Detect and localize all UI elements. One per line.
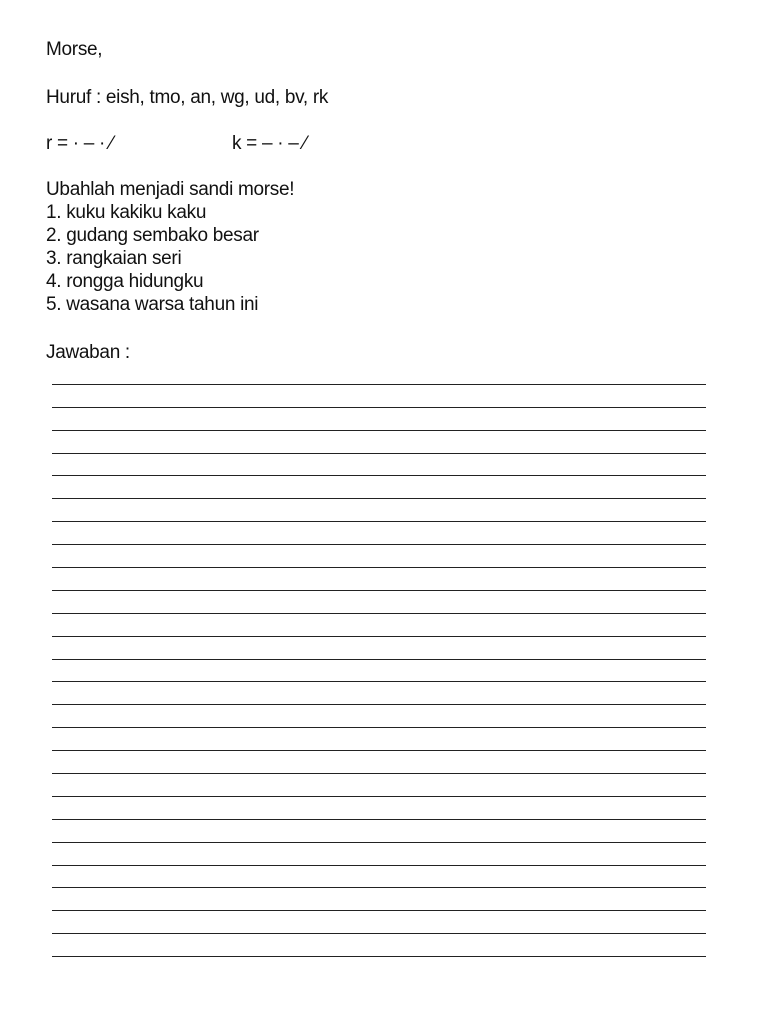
task-item: 5. wasana warsa tahun ini bbox=[46, 294, 259, 315]
answer-line[interactable] bbox=[52, 476, 706, 499]
answer-line[interactable] bbox=[52, 934, 706, 957]
answer-line[interactable] bbox=[52, 568, 706, 591]
answer-lines bbox=[52, 362, 706, 957]
task-item: 3. rangkaian seri bbox=[46, 248, 182, 269]
task-list bbox=[46, 201, 259, 316]
answer-line[interactable] bbox=[52, 660, 706, 683]
answer-line[interactable] bbox=[52, 637, 706, 660]
answer-line[interactable] bbox=[52, 522, 706, 545]
answer-line[interactable] bbox=[52, 820, 706, 843]
answer-line[interactable] bbox=[52, 682, 706, 705]
answer-line[interactable] bbox=[52, 499, 706, 522]
answer-label: Jawaban : bbox=[46, 342, 130, 363]
instruction-text: Ubahlah menjadi sandi morse! bbox=[46, 179, 295, 200]
answer-line[interactable] bbox=[52, 431, 706, 454]
answer-line[interactable] bbox=[52, 454, 706, 477]
answer-line[interactable] bbox=[52, 774, 706, 797]
answer-line[interactable] bbox=[52, 728, 706, 751]
answer-line[interactable] bbox=[52, 843, 706, 866]
answer-line[interactable] bbox=[52, 911, 706, 934]
answer-line[interactable] bbox=[52, 545, 706, 568]
task-item: 2. gudang sembako besar bbox=[46, 225, 259, 246]
task-item: 1. kuku kakiku kaku bbox=[46, 202, 207, 223]
letters-line: Huruf : eish, tmo, an, wg, ud, bv, rk bbox=[46, 87, 329, 108]
answer-line[interactable] bbox=[52, 362, 706, 385]
morse-code-k: k = ‒ · ‒ ⁄ bbox=[232, 133, 307, 154]
answer-line[interactable] bbox=[52, 751, 706, 774]
morse-code-r: r = · ‒ · ⁄ bbox=[46, 133, 113, 154]
task-item: 4. rongga hidungku bbox=[46, 271, 204, 292]
answer-line[interactable] bbox=[52, 866, 706, 889]
answer-line[interactable] bbox=[52, 797, 706, 820]
answer-line[interactable] bbox=[52, 591, 706, 614]
answer-line[interactable] bbox=[52, 385, 706, 408]
answer-line[interactable] bbox=[52, 408, 706, 431]
answer-line[interactable] bbox=[52, 888, 706, 911]
answer-line[interactable] bbox=[52, 614, 706, 637]
answer-line[interactable] bbox=[52, 705, 706, 728]
page-title: Morse, bbox=[46, 39, 103, 60]
